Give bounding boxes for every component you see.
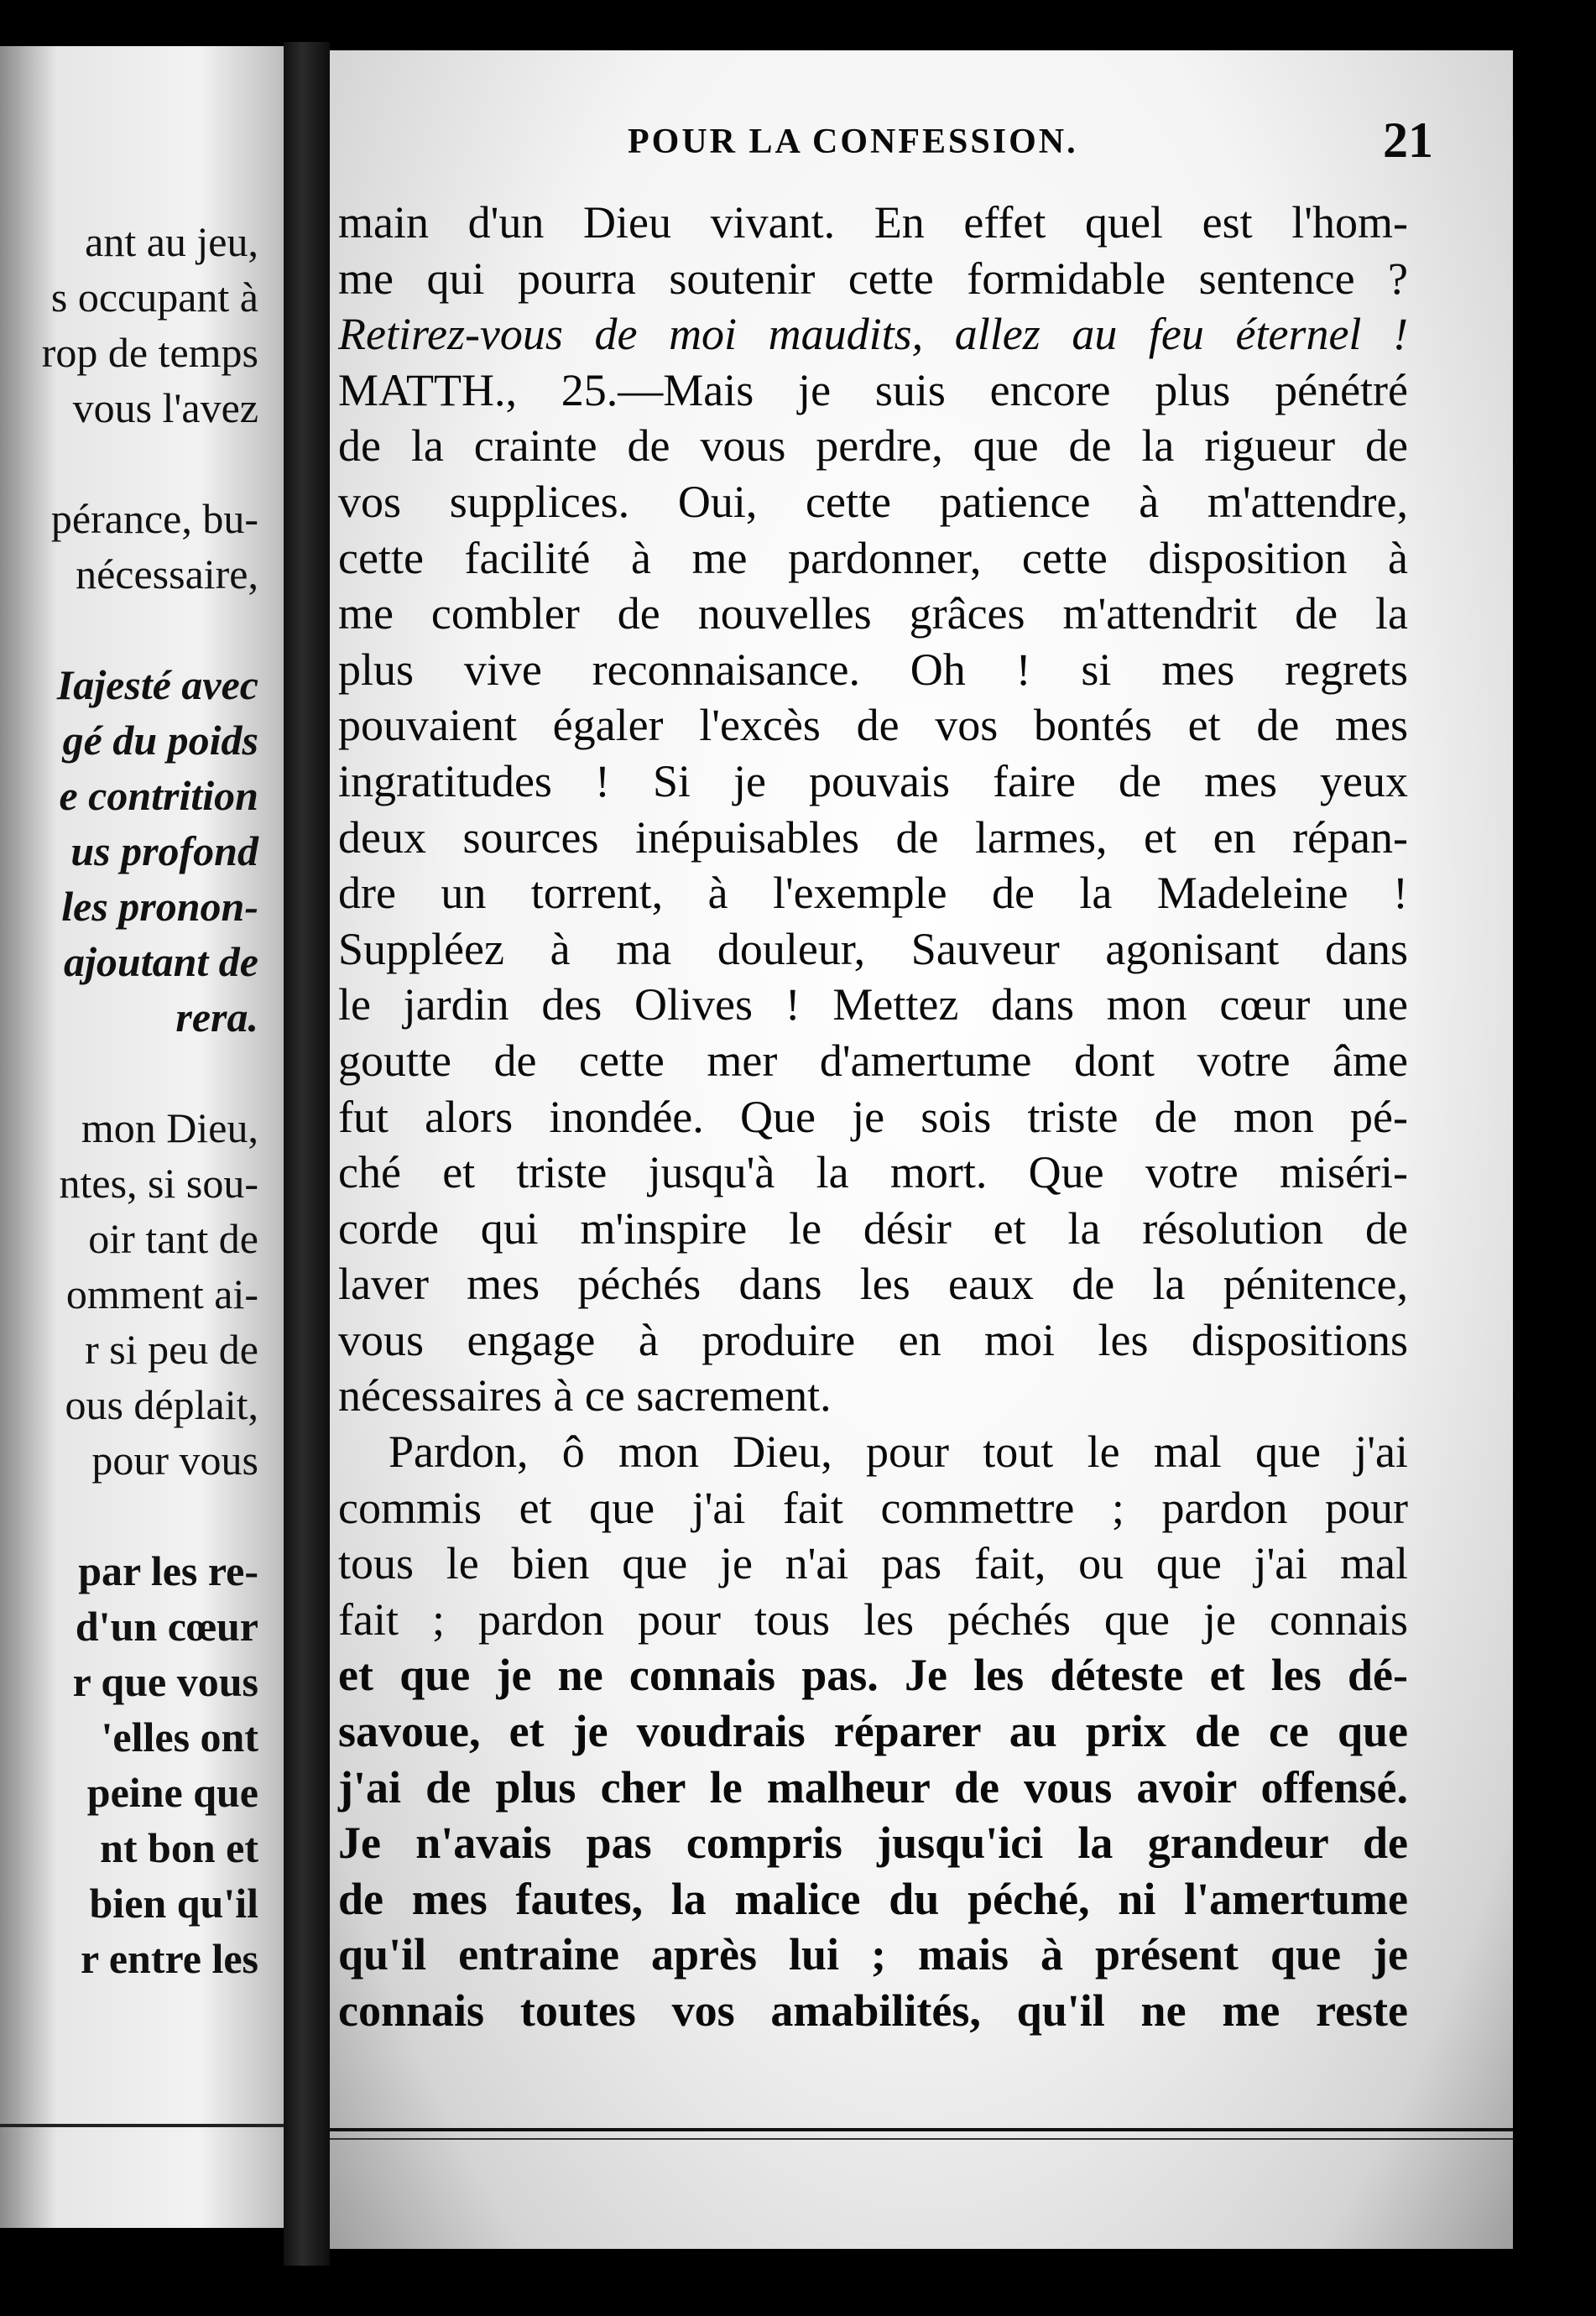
previous-page-bottom-rule [0, 2124, 284, 2127]
previous-page-line: mon Dieu, [81, 1104, 258, 1151]
previous-page-line [0, 1045, 284, 1100]
previous-page-line: 'elles ont [101, 1714, 258, 1760]
page-number: 21 [1383, 112, 1433, 168]
previous-page-text [0, 214, 284, 1986]
text-line: laver mes péchés dans les eaux de la pénitence, [338, 1259, 1408, 1310]
text-line: tous le bien que je n'ai pas fait, ou que j'ai mal [338, 1538, 1408, 1589]
bottom-rule-thin [330, 2138, 1513, 2140]
book-page [330, 50, 1513, 2249]
previous-page-fragment [0, 46, 284, 2228]
text-line: me combler de nouvelles grâces m'attendrit de la [338, 588, 1408, 639]
text-line: Pardon, ô mon Dieu, pour tout le mal que j'ai [389, 1427, 1408, 1478]
previous-page-line: pérance, bu- [50, 495, 258, 542]
text-line: cette facilité à me pardonner, cette disposition à [338, 532, 1408, 583]
previous-page-line: peine que [86, 1769, 258, 1816]
previous-page-line: omment ai- [65, 1270, 258, 1317]
text-line: ché et triste jusqu'à la mort. Que votre miséri- [338, 1147, 1408, 1198]
previous-page-line: bien qu'il [89, 1880, 258, 1927]
previous-page-line: d'un cœur [75, 1603, 258, 1650]
previous-page-line: s occupant à [50, 274, 258, 321]
text-line: goutte de cette mer d'amertume dont votre âme [338, 1035, 1408, 1086]
text-line: fait ; pardon pour tous les péchés que je connais [338, 1594, 1408, 1645]
text-line: commis et que j'ai fait commettre ; pardon pour [338, 1482, 1408, 1533]
previous-page-line: Iajesté avec [56, 661, 258, 708]
text-line: main d'un Dieu vivant. En effet quel est l'hom- [338, 197, 1408, 248]
previous-page-line: nécessaire, [76, 550, 258, 597]
previous-page-line: ant au jeu, [85, 218, 258, 265]
text-line: corde qui m'inspire le désir et la résolution de [338, 1202, 1408, 1254]
page-header [330, 112, 1513, 189]
text-line: nécessaires à ce sacrement. [338, 1370, 832, 1421]
previous-page-line: par les re- [78, 1547, 258, 1594]
text-line: plus vive reconnaisance. Oh ! si mes regrets [338, 644, 1408, 695]
bottom-rule [330, 2128, 1513, 2131]
text-line: Retirez-vous de moi maudits, allez au feu éternel ! [338, 309, 1408, 360]
text-line: fut alors inondée. Que je sois triste de mon pé- [338, 1091, 1408, 1142]
previous-page-line: nt bon et [100, 1824, 258, 1871]
previous-page-line: les pronon- [61, 883, 258, 930]
text-line: le jardin des Olives ! Mettez dans mon cœur une [338, 979, 1408, 1030]
previous-page-line [0, 436, 284, 491]
previous-page-line: r entre les [81, 1935, 258, 1982]
previous-page-line: ajoutant de [64, 938, 258, 985]
previous-page-line: vous l'avez [72, 384, 258, 431]
previous-page-line: r si peu de [85, 1326, 258, 1373]
text-line: de la crainte de vous perdre, que de la rigueur de [338, 420, 1408, 472]
previous-page-line: r que vous [72, 1658, 258, 1705]
previous-page-line: rera. [175, 994, 258, 1041]
previous-page-line [0, 1488, 284, 1543]
running-title: POUR LA CONFESSION. [628, 123, 1078, 161]
previous-page-line: ntes, si sou- [59, 1160, 258, 1207]
text-line: dre un torrent, à l'exemple de la Madeleine ! [338, 868, 1408, 919]
text-line: ingratitudes ! Si je pouvais faire de mes yeux [338, 755, 1408, 806]
book-gutter [284, 42, 330, 2266]
text-line: connais toutes vos amabilités, qu'il ne me reste [338, 1985, 1408, 2036]
text-line: et que je ne connais pas. Je les déteste et les dé- [338, 1650, 1408, 1701]
text-line: qu'il entraine après lui ; mais à présent que je [338, 1929, 1408, 1980]
previous-page-line [0, 602, 284, 657]
text-line: deux sources inépuisables de larmes, et en répan- [338, 811, 1408, 863]
text-line: j'ai de plus cher le malheur de vous avoir offensé. [338, 1761, 1408, 1813]
body-text [338, 195, 1408, 2039]
previous-page-line: gé du poids [62, 717, 258, 764]
text-line: Suppléez à ma douleur, Sauveur agonisant dans [338, 923, 1408, 974]
previous-page-line: rop de temps [41, 329, 258, 376]
text-line: vous engage à produire en moi les dispositions [338, 1314, 1408, 1365]
text-line: de mes fautes, la malice du péché, ni l'amertume [338, 1873, 1408, 1924]
text-line: Je n'avais pas compris jusqu'ici la grandeur de [338, 1818, 1408, 1869]
text-line: MATTH., 25.—Mais je suis encore plus pénétré [338, 364, 1408, 415]
previous-page-line: e contrition [59, 772, 258, 819]
previous-page-line: pour vous [91, 1437, 258, 1484]
text-line: pouvaient égaler l'excès de vos bontés et de mes [338, 700, 1408, 751]
text-line: me qui pourra soutenir cette formidable sentence ? [338, 253, 1408, 304]
previous-page-line: us profond [70, 827, 258, 874]
text-line: vos supplices. Oui, cette patience à m'attendre, [338, 476, 1408, 527]
previous-page-line: ous déplait, [65, 1381, 258, 1428]
previous-page-line: oir tant de [88, 1215, 258, 1262]
text-line: savoue, et je voudrais réparer au prix de ce que [338, 1706, 1408, 1757]
